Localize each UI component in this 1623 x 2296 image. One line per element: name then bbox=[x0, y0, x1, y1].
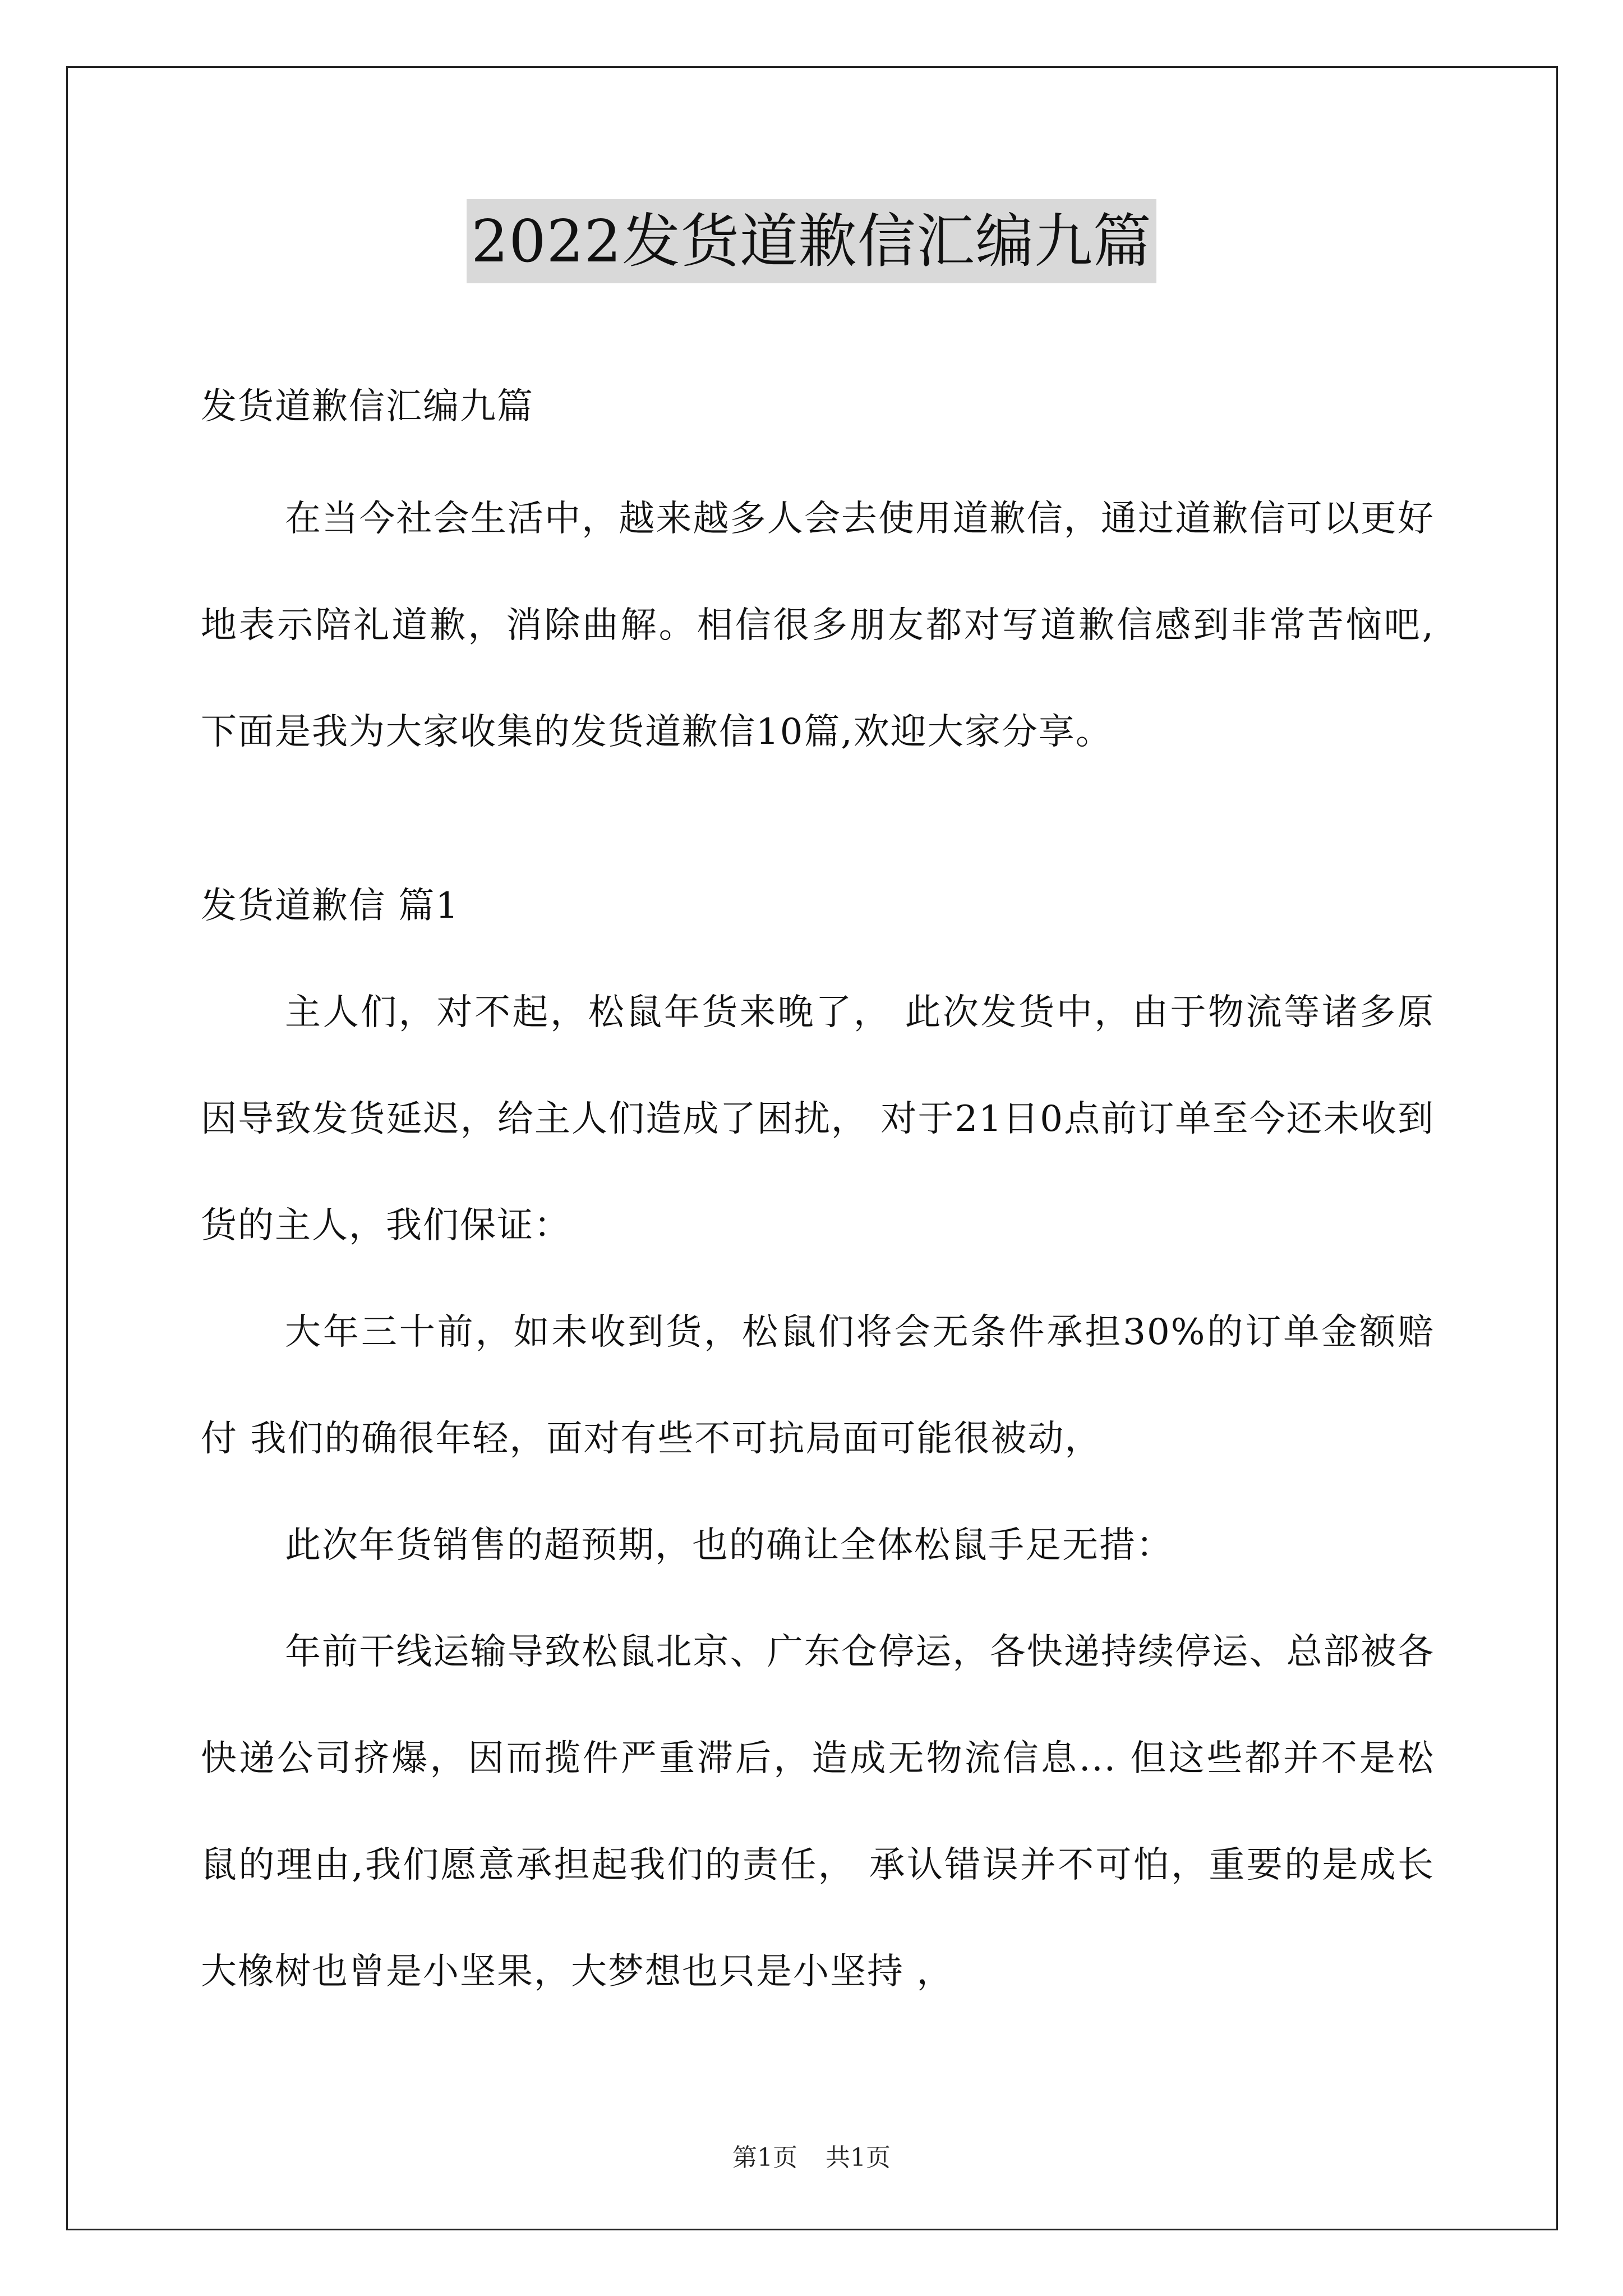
section-heading: 发货道歉信 篇1 bbox=[201, 885, 460, 927]
document-title: 2022发货道歉信汇编九篇 bbox=[467, 199, 1156, 283]
intro-paragraph: 在当今社会生活中，越来越多人会去使用道歉信，通过道歉信可以更好地表示陪礼道歉，消除曲解。相信很多朋友都对写道歉信感到非常苦恼吧,下面是我为大家收集的发货道歉信10篇,欢迎大家分享。 bbox=[201, 498, 1435, 753]
document-body bbox=[201, 353, 1435, 2025]
body-paragraph-3: 此次年货销售的超预期，也的确让全体松鼠手足无措： bbox=[285, 1525, 1173, 1566]
title-container bbox=[0, 199, 1623, 283]
body-paragraph-2: 大年三十前，如未收到货，松鼠们将会无条件承担30%的订单金额赔付 我们的确很年轻，面对有些不可抗局面可能很被动， bbox=[201, 1312, 1435, 1460]
page-number-total: 共1页 bbox=[826, 2143, 891, 2172]
body-paragraph-1: 主人们，对不起，松鼠年货来晚了， 此次发货中，由于物流等诸多原因导致发货延迟，给主人们造成了困扰， 对于21日0点前订单至今还未收到货的主人，我们保证： bbox=[201, 992, 1435, 1246]
page-footer bbox=[0, 2137, 1623, 2173]
document-subtitle: 发货道歉信汇编九篇 bbox=[201, 386, 534, 427]
page-number-current: 第1页 bbox=[732, 2143, 797, 2172]
body-paragraph-4: 年前干线运输导致松鼠北京、广东仓停运，各快递持续停运、总部被各快递公司挤爆，因而揽件严重滞后，造成无物流信息... 但这些都并不是松鼠的理由,我们愿意承担起我们的责任， 承认错误并不可怕，重要的是成长 大橡树也曾是小坚果，大梦想也只是小坚持 ， bbox=[201, 1631, 1435, 1993]
